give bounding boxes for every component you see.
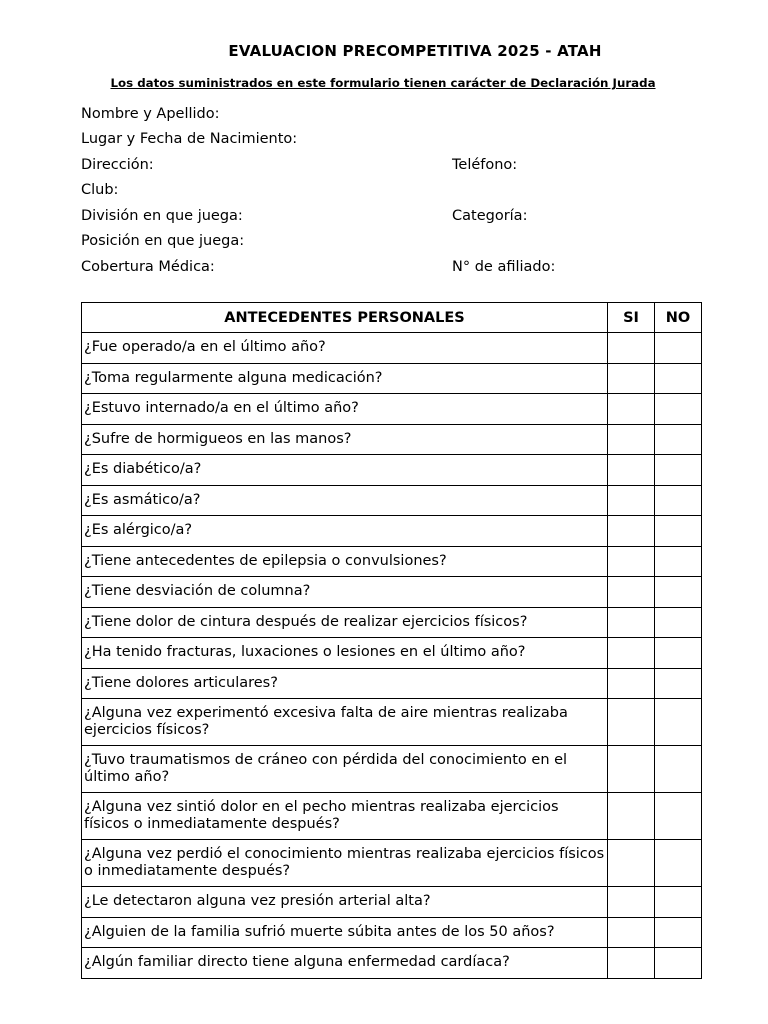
answer-no-cell[interactable] [655, 485, 702, 516]
answer-no-cell[interactable] [655, 394, 702, 425]
answer-si-cell[interactable] [608, 516, 655, 547]
table-row [82, 546, 702, 577]
field-lugar-fecha: Lugar y Fecha de Nacimiento: [81, 131, 298, 147]
answer-si-cell[interactable] [608, 948, 655, 979]
field-afiliado: N° de afiliado: [452, 259, 556, 275]
answer-si-cell[interactable] [608, 746, 655, 793]
antecedentes-table [81, 302, 702, 979]
table-row [82, 668, 702, 699]
answer-si-cell[interactable] [608, 424, 655, 455]
form-subtitle: Los datos suministrados en este formulario tienen carácter de Declaración Jurada [110, 76, 656, 90]
answer-no-cell[interactable] [655, 577, 702, 608]
question-text: ¿Tiene antecedentes de epilepsia o convulsiones? [82, 546, 608, 577]
table-row [82, 699, 702, 746]
answer-no-cell[interactable] [655, 887, 702, 918]
answer-si-cell[interactable] [608, 668, 655, 699]
answer-si-cell[interactable] [608, 887, 655, 918]
answer-si-cell[interactable] [608, 546, 655, 577]
question-text: ¿Sufre de hormigueos en las manos? [82, 424, 608, 455]
question-text: ¿Toma regularmente alguna medicación? [82, 363, 608, 394]
question-text: ¿Le detectaron alguna vez presión arterial alta? [82, 887, 608, 918]
question-text: ¿Alguien de la familia sufrió muerte súbita antes de los 50 años? [82, 917, 608, 948]
field-club: Club: [81, 182, 119, 198]
answer-si-cell[interactable] [608, 363, 655, 394]
field-cobertura: Cobertura Médica: [81, 259, 215, 275]
answer-no-cell[interactable] [655, 455, 702, 486]
question-text: ¿Alguna vez experimentó excesiva falta de aire mientras realizaba ejercicios físicos? [82, 699, 608, 746]
table-row [82, 840, 702, 887]
table-row [82, 887, 702, 918]
answer-no-cell[interactable] [655, 638, 702, 669]
field-nombre: Nombre y Apellido: [81, 106, 220, 122]
table-row [82, 394, 702, 425]
answer-no-cell[interactable] [655, 516, 702, 547]
table-row [82, 485, 702, 516]
table-row [82, 948, 702, 979]
question-text: ¿Estuvo internado/a en el último año? [82, 394, 608, 425]
answer-si-cell[interactable] [608, 917, 655, 948]
question-text: ¿Es asmático/a? [82, 485, 608, 516]
table-header-antecedentes: ANTECEDENTES PERSONALES [82, 303, 608, 333]
field-division: División en que juega: [81, 208, 243, 224]
question-text: ¿Es diabético/a? [82, 455, 608, 486]
field-direccion: Dirección: [81, 157, 154, 173]
question-text: ¿Algún familiar directo tiene alguna enfermedad cardíaca? [82, 948, 608, 979]
answer-no-cell[interactable] [655, 546, 702, 577]
answer-no-cell[interactable] [655, 699, 702, 746]
answer-no-cell[interactable] [655, 333, 702, 364]
answer-si-cell[interactable] [608, 485, 655, 516]
table-row [82, 793, 702, 840]
table-header-no: NO [655, 303, 702, 333]
answer-no-cell[interactable] [655, 746, 702, 793]
answer-si-cell[interactable] [608, 394, 655, 425]
question-text: ¿Alguna vez sintió dolor en el pecho mientras realizaba ejercicios físicos o inmediatamente después? [82, 793, 608, 840]
answer-si-cell[interactable] [608, 793, 655, 840]
table-body [82, 333, 702, 979]
question-text: ¿Fue operado/a en el último año? [82, 333, 608, 364]
table-header-row [82, 303, 702, 333]
question-text: ¿Alguna vez perdió el conocimiento mientras realizaba ejercicios físicos o inmediatamente después? [82, 840, 608, 887]
question-text: ¿Ha tenido fracturas, luxaciones o lesiones en el último año? [82, 638, 608, 669]
answer-no-cell[interactable] [655, 793, 702, 840]
form-title: EVALUACION PRECOMPETITIVA 2025 - ATAH [228, 42, 602, 60]
table-row [82, 516, 702, 547]
answer-no-cell[interactable] [655, 668, 702, 699]
table-row [82, 577, 702, 608]
field-posicion: Posición en que juega: [81, 233, 245, 249]
table-row [82, 455, 702, 486]
question-text: ¿Tiene desviación de columna? [82, 577, 608, 608]
table-row [82, 917, 702, 948]
answer-si-cell[interactable] [608, 638, 655, 669]
field-telefono: Teléfono: [452, 157, 518, 173]
table-row [82, 607, 702, 638]
answer-no-cell[interactable] [655, 363, 702, 394]
answer-no-cell[interactable] [655, 424, 702, 455]
answer-si-cell[interactable] [608, 607, 655, 638]
table-row [82, 746, 702, 793]
table-row [82, 424, 702, 455]
answer-no-cell[interactable] [655, 948, 702, 979]
table-header-si: SI [608, 303, 655, 333]
answer-si-cell[interactable] [608, 455, 655, 486]
table-row [82, 333, 702, 364]
field-categoria: Categoría: [452, 208, 528, 224]
answer-no-cell[interactable] [655, 917, 702, 948]
table-row [82, 363, 702, 394]
question-text: ¿Tuvo traumatismos de cráneo con pérdida del conocimiento en el último año? [82, 746, 608, 793]
answer-si-cell[interactable] [608, 333, 655, 364]
question-text: ¿Tiene dolores articulares? [82, 668, 608, 699]
answer-no-cell[interactable] [655, 840, 702, 887]
answer-si-cell[interactable] [608, 577, 655, 608]
answer-si-cell[interactable] [608, 840, 655, 887]
answer-no-cell[interactable] [655, 607, 702, 638]
question-text: ¿Es alérgico/a? [82, 516, 608, 547]
answer-si-cell[interactable] [608, 699, 655, 746]
table-row [82, 638, 702, 669]
question-text: ¿Tiene dolor de cintura después de realizar ejercicios físicos? [82, 607, 608, 638]
